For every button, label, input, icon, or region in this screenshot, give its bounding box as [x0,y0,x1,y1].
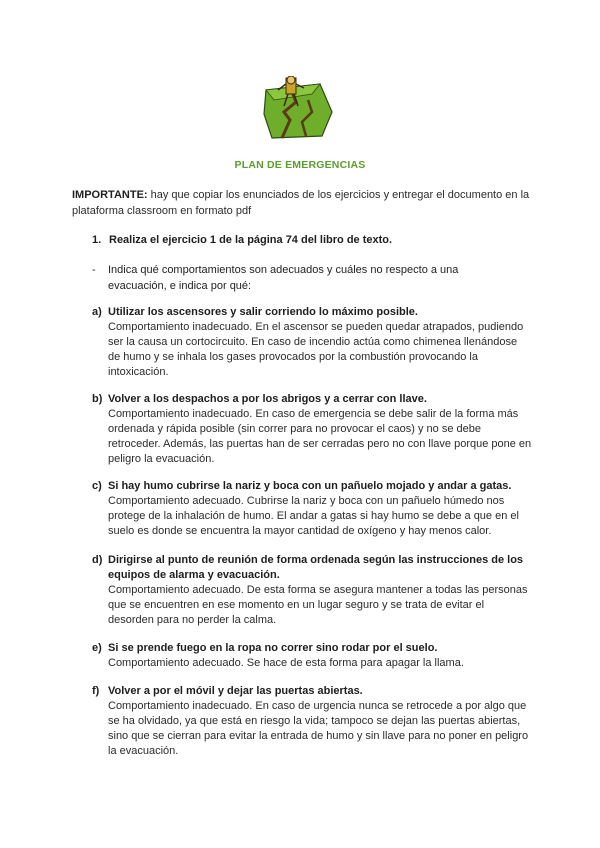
item-question: Volver a por el móvil y dejar las puertas abiertas. [108,685,363,697]
question-1-text: Realiza el ejercicio 1 de la página 74 del libro de texto. [109,234,393,246]
item-answer: Comportamiento inadecuado. En caso de emergencia se debe salir de la forma más ordenada y rápida posible (sin correr para no provocar el caos) y no se debe retroceder. Además, las puertas han de ser cerradas pero no con llave porque pone en peligro la evacuación. [108,408,532,465]
item-question: Si se prende fuego en la ropa no correr sino rodar por el suelo. [108,642,438,654]
important-note [72,187,540,219]
item-answer: Comportamiento inadecuado. En caso de urgencia nunca se retrocede a por algo que se ha olvidado, ya que está en riesgo la vida; tampoco se dejan las puertas abiertas, sino que se cierran para evitar la entrada de humo y sin llave para no poner en peligro la evacuación. [108,700,529,757]
item-answer: Comportamiento inadecuado. En el ascensor se pueden quedar atrapados, pudiendo ser la causa un cortocircuito. En caso de incendio actúa como chimenea llenándose de humo y se inhala los gases provocados por la combustión provocando la intoxicación. [108,321,524,378]
page-title: PLAN DE EMERGENCIAS [234,159,366,171]
instruction-dash: - [92,264,96,276]
item-answer: Comportamiento adecuado. De esta forma se asegura mantener a todas las personas que se encuentren en ese momento en un lugar seguro y se trata de evitar el desorden para no perder la calma. [108,584,528,626]
item-question: Si hay humo cubrirse la nariz y boca con un pañuelo mojado y andar a gatas. [108,480,512,492]
item-letter: f) [92,685,100,697]
emergency-clipart-icon [262,76,336,142]
important-label: IMPORTANTE: [72,189,148,201]
item-answer: Comportamiento adecuado. Se hace de esta forma para apagar la llama. [108,657,464,669]
instruction-text: Indica qué comportamientos son adecuados y cuáles no respecto a una evacuación, e indica por qué: [108,264,459,292]
item-question: Utilizar los ascensores y salir corriendo lo máximo posible. [108,306,418,318]
item-answer: Comportamiento adecuado. Cubrirse la nariz y boca con un pañuelo húmedo nos protege de la inhalación de humo. El andar a gatas si hay humo se debe a que en el suelo es donde se encuentra la mayor cantidad de oxígeno y hay menos calor. [108,495,519,537]
item-question: Dirigirse al punto de reunión de forma ordenada según las instrucciones de los equipos de alarma y evacuación. [108,554,524,581]
item-letter: c) [92,480,102,492]
item-letter: d) [92,554,103,566]
question-1-number: 1. [92,234,102,246]
item-letter: b) [92,393,103,405]
item-letter: e) [92,642,102,654]
item-letter: a) [92,306,102,318]
important-text: hay que copiar los enunciados de los ejercicios y entregar el documento en la plataforma classroom en formato pdf [72,189,530,217]
item-question: Volver a los despachos a por los abrigos y a cerrar con llave. [108,393,427,405]
question-1 [92,234,532,246]
